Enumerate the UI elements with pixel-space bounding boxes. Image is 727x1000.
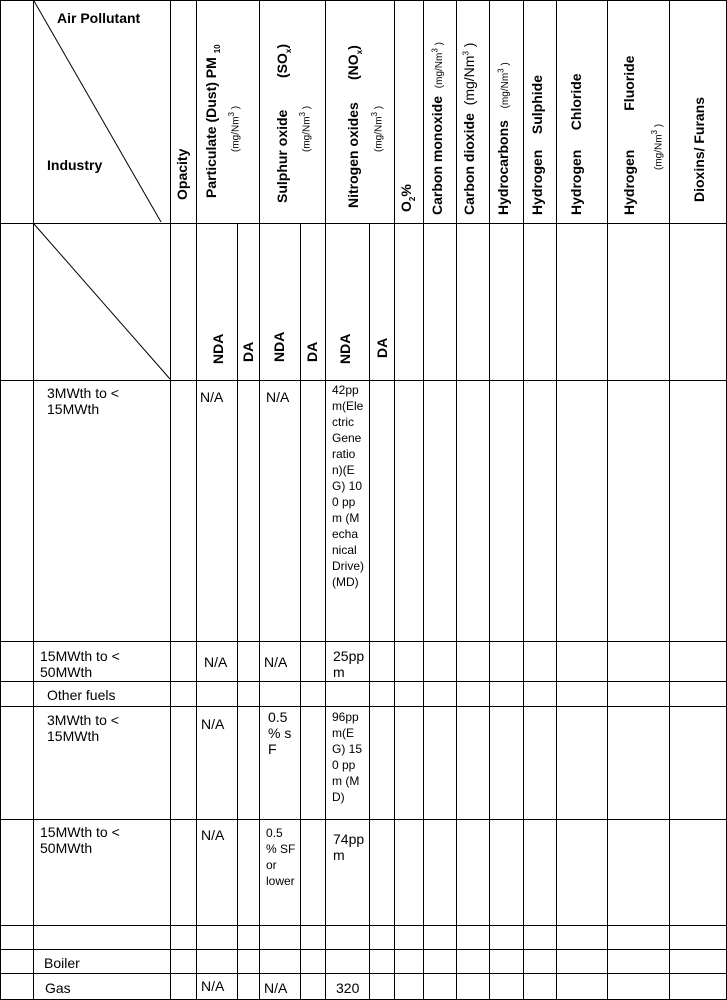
hydrocarbons-header: Hydrocarbons (mg/Nm$^3$ ) (495, 62, 511, 215)
table-cell-so-nda: 0.5 % s F (268, 709, 292, 757)
hydrogen-fluoride-header: Hydrogen Fluoride (621, 55, 637, 215)
table-cell-so-nda: N/A (266, 389, 290, 405)
sox-unit: (mg/Nm$^3$ ) (298, 105, 313, 152)
opacity-header: Opacity (174, 148, 190, 200)
table-row-industry: 15MWth to < 50MWth (40, 648, 120, 680)
sox-formula: $(SO_x)$ (274, 43, 293, 78)
subheader-diagonal (34, 224, 170, 379)
table-cell-so-nda: 0.5 % SF or lower (266, 826, 296, 888)
table-cell-pm-nda: N/A (201, 978, 225, 994)
table-row-industry: Other fuels (47, 687, 116, 703)
table-row-industry: 3MWth to < 15MWth (47, 385, 119, 417)
hydrogen-fluoride-unit: (mg/Nm$^3$ ) (650, 123, 665, 170)
table-cell-so-nda: N/A (264, 980, 288, 996)
no-da-label: DA (374, 337, 390, 358)
industry-label: Industry (47, 157, 103, 173)
sulphur-oxide-header: Sulphur oxide (274, 109, 290, 203)
table-cell-no-nda: 320 (336, 980, 360, 996)
table-cell-no-nda: 96ppm(EG) 150 ppm (MD) (332, 710, 363, 804)
pm-da-label: DA (240, 341, 256, 362)
carbon-dioxide-header: Carbon dioxide (mg/Nm$^3$ ) (461, 42, 477, 215)
nox-formula: $(NO_x)$ (345, 45, 364, 80)
nox-unit: (mg/Nm$^3$ ) (370, 105, 385, 152)
pm10-header: Particulate (Dust) PM $_{10}$ (203, 44, 222, 198)
table-row-industry: Boiler (44, 955, 80, 971)
pm10-unit: (mg/Nm$^3$ ) (227, 105, 242, 152)
table-row-industry: 15MWth to < 50MWth (40, 824, 120, 856)
carbon-monoxide-header: Carbon monoxide (mg/Nm$^3$ ) (429, 42, 445, 215)
no-nda-label: NDA (337, 333, 353, 364)
hydrogen-chloride-header: Hydrogen Chloride (568, 73, 584, 215)
air-pollutant-label: Air Pollutant (57, 10, 141, 26)
table-cell-no-nda: 74ppm (333, 831, 365, 863)
table-cell-pm-nda: N/A (201, 716, 225, 732)
so-nda-label: NDA (271, 331, 287, 362)
table-cell-so-nda: N/A (264, 654, 288, 670)
pm-nda-label: NDA (210, 333, 226, 364)
so-da-label: DA (304, 341, 320, 362)
dioxins-furans-header: Dioxins/ Furans (691, 96, 707, 202)
o2-header: $O_2\%$ (398, 184, 417, 212)
nitrogen-oxides-header: Nitrogen oxides (345, 102, 361, 208)
table-cell-pm-nda: N/A (201, 827, 225, 843)
table-cell-pm-nda: N/A (200, 389, 224, 405)
table-cell-no-nda: 25ppm (333, 648, 365, 680)
header-diagonal (34, 1, 161, 222)
table-row-industry: Gas (45, 980, 71, 996)
table-cell-no-nda: 42ppm(Electric Generation)(EG) 100 ppm (Mechanical Drive)(MD) (332, 383, 364, 589)
hydrogen-sulphide-header: Hydrogen Sulphide (529, 74, 545, 215)
table-row-industry: 3MWth to < 15MWth (47, 712, 119, 744)
table-cell-pm-nda: N/A (204, 654, 228, 670)
